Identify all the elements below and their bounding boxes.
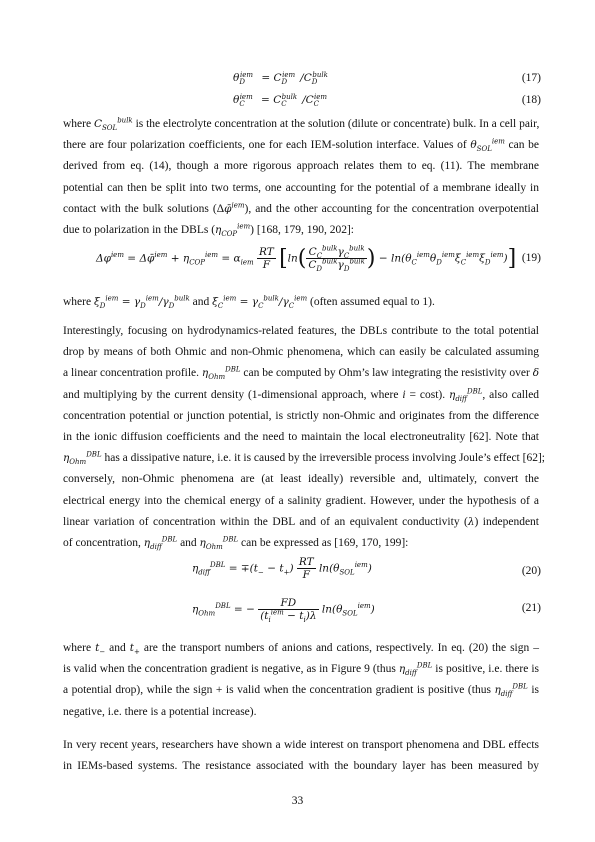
- equation-number-17: (17): [521, 72, 541, 84]
- equation-number-19: (19): [521, 252, 541, 264]
- where-line: where $\xi_D^{iem} = \gamma_D^{iem}/\gamma_D^{bulk}$ and $\xi_C^{iem} = \gamma_C^{bulk}/\gamma_C^{iem}$ (often assumed equal to 1).: [63, 294, 435, 311]
- equation-number-21: (21): [521, 602, 541, 614]
- page-number: 33: [291, 795, 304, 807]
- paragraph-3: where $t_-$ and $t_+$ are the transport numbers of anions and cations, respectively. In eq. (20) the sign – is valid when the concentration gradient is negative, as in Figure 9 (thus $\eta_{diff}^{DBL}$ is positive, i.e. there is a potential drop), while the sign + is valid when the concentration gradient is positive (thus $\eta_{diff}^{DBL}$ is negative, i.e. there is a potential increase).: [63, 642, 540, 718]
- paragraph-1: where $C_{SOL}^{bulk}$ is the electrolyte concentration at the solution (dilute or concentrate) bulk. In a cell pair, there are four polarization coefficients, one for each IEM-solution interface. Values of $\theta_{SOL}^{iem}$ can be derived from eq. (14), though a more rigorous approach relates them to eq. (11). The membrane potential can then be split into two terms, one accounting for the potential of a membrane ideally in contact with the bulk solutions (Δφ̄$^{iem}$), and the other accounting for the concentration overpotential due to polarization in the DBLs $(\eta_{COP}^{iem})$ [168, 179, 190, 202]:: [63, 116, 540, 239]
- equation-20: $\eta_{diff}^{DBL} = \mp(t_- - t_+)$ $\frac{RT}{F}$ $\ln(\theta_{SOL}^{iem})$: [192, 556, 372, 581]
- equation-19: $\Delta\varphi^{iem}$ = Δφ̄$^{iem}$ + $\eta_{COP}^{iem} = \alpha_{iem}$ $\frac{RT}{F}$ [ln( $\frac{C_C^{bulk}\gamma_C^{bulk}}{C_D^{bulk}\gamma_D^{bulk}}$ ) − $\ln(\theta_C^{iem}\theta_D^{iem}\xi_C^{iem}\xi_D^{iem})$]: [96, 244, 517, 274]
- where-text: where: [63, 118, 92, 130]
- paragraph-2: Interestingly, focusing on hydrodynamics-related features, the DBLs contribute to the total potential drop by means of both Ohmic and non-Ohmic phenomena, which can easily be calculated assuming a linear concentration profile. $\eta_{Ohm}^{DBL}$ can be computed by Ohm’s law integrating the resistivity over δ and multiplying by the current density (1-dimensional approach, where i = cost). $\eta_{diff}^{DBL}$, also called concentration potential or junction potential, is strictly non-Ohmic and originates from the difference in the ionic diffusion coefficients and the need to maintain the local electroneutrality [62]. Note that $\eta_{Ohm}^{DBL}$ has a dissipative nature, i.e. it is caused by the irreversible process involving Joule’s effect [62]; conversely, non-Ohmic phenomena are (at least ideally) reversible and, ultimately, convert the electrical energy into the chemical energy of a salinity gradient. However, under the hypothesis of a linear variation of concentration within the DBL and of an equivalent conductivity (λ) independent of concentration, $\eta_{diff}^{DBL}$ and $\eta_{Ohm}^{DBL}$ can be expressed as [169, 170, 199]:: [63, 325, 545, 552]
- equation-21: $\eta_{Ohm}^{DBL}$ = − $\frac{FD}{(t_i^{iem} - t_i)\lambda}$ $\ln(\theta_{SOL}^{iem})$: [192, 597, 375, 625]
- equation-18: $\theta_C^{iem} = C_C^{bulk}$ $/C_C^{iem}$: [233, 92, 328, 109]
- equation-number-18: (18): [521, 94, 541, 106]
- equation-number-20: (20): [521, 565, 541, 577]
- paragraph-4: In very recent years, researchers have shown a wide interest on transport phenomena and DBL effects in IEMs-based systems. The resistance associated with the boundary layer has been measured by: [63, 739, 539, 773]
- equation-17: $\theta_D^{iem} = C_D^{iem}$ $/C_D^{bulk}$: [233, 70, 328, 87]
